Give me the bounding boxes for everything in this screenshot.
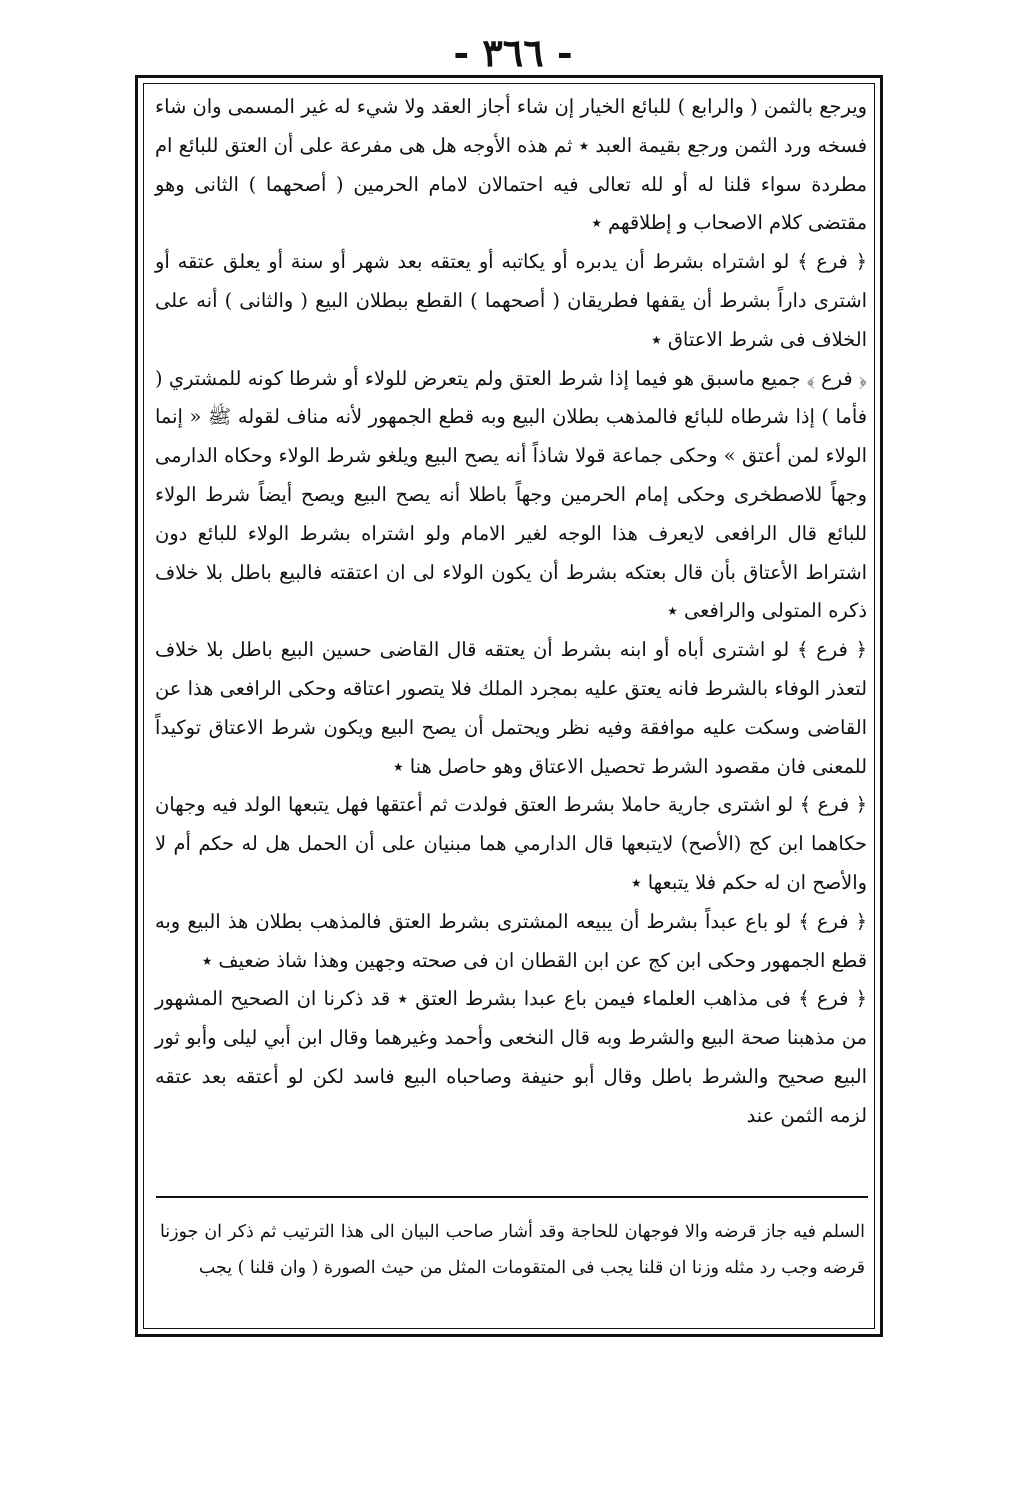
paragraph-far-1: ﴿ فرع ﴾ لو اشتراه بشرط أن يدبره أو يكاتبه أو يعتقه بعد شهر أو سنة أو يعلق عتقه أو اشترى داراً بشرط أن يقفها فطريقان ( أصحهما ) القطع ببطلان البيع ( والثانى ) أنه على الخلاف فى شرط الاعتاق ٭ bbox=[155, 250, 867, 351]
page-number: - ٣٦٦ - bbox=[453, 30, 573, 75]
paragraph-far-3: ﴿ فرع ﴾ لو اشترى أباه أو ابنه بشرط أن يعتقه قال القاضى حسين البيع باطل بلا خلاف لتعذر الوفاء بالشرط فانه يعتق عليه بمجرد الملك فلا يتصور اعتاقه وحكى الرافعى هذا عن القاضى وسكت عليه موافقة وفيه نظر ويحتمل أن يصح البيع ويكون شرط الاعتاق توكيداً للمعنى فان مقصود الشرط تحصيل الاعتاق وهو حاصل هنا ٭ bbox=[155, 638, 867, 778]
footnote-divider bbox=[156, 1196, 868, 1198]
paragraph-1: ويرجع بالثمن ( والرابع ) للبائع الخيار إن شاء أجاز العقد ولا شيء له غير المسمى وان شاء فسخه ورد الثمن ورجع بقيمة العبد ٭ ثم هذه الأوجه هل هى مفرعة على أن العتق للبائع ام مطردة سواء قلنا له أو لله تعالى فيه احتمالان لامام الحرمين ( أصحهما ) الثانى وهو مقتضى كلام الاصحاب و إطلاقهم ٭ bbox=[155, 95, 867, 235]
paragraph-far-6: ﴿ فرع ﴾ فى مذاهب العلماء فيمن باع عبدا بشرط العتق ٭ قد ذكرنا ان الصحيح المشهور من مذهبنا صحة البيع والشرط وبه قال النخعى وأحمد وغيرهما وقال ابن أبي ليلى وأبو ثور البيع صحيح والشرط باطل وقال أبو حنيفة وصاحباه البيع فاسد لكن لو أعتقه بعد عتقه لزمه الثمن عند bbox=[155, 987, 867, 1127]
footnote: السلم فيه جاز قرضه والا فوجهان للحاجة وقد أشار صاحب البيان الى هذا الترتيب ثم ذكر ان جوزنا قرضه وجب رد مثله وزنا ان قلنا يجب فى المتقومات المثل من حيث الصورة ( وان قلنا ) يجب bbox=[160, 1222, 866, 1278]
paragraph-far-2: ﴿ فرع ﴾ جميع ماسبق هو فيما إذا شرط العتق ولم يتعرض للولاء أو شرطا كونه للمشتري ( فأما ) إذا شرطاه للبائع فالمذهب بطلان البيع وبه قطع الجمهور لأنه مناف لقوله ﷺ « إنما الولاء لمن أعتق » وحكى جماعة قولا شاذاً أنه يصح البيع ويلغو شرط الولاء وحكاه الدارمى وجهاً للاصطخرى وحكى إمام الحرمين وجهاً باطلا أنه يصح البيع ويصح أيضاً شرط الولاء للبائع قال الرافعى لايعرف هذا الوجه لغير الامام ولو اشتراه بشرط الولاء للبائع دون اشتراط الأعتاق بأن قال بعتكه بشرط أن يكون الولاء لى ان اعتقته فالبيع باطل بلا خلاف ذكره المتولى والرافعى ٭ bbox=[155, 366, 867, 623]
paragraph-far-5: ﴿ فرع ﴾ لو باع عبداً بشرط أن يبيعه المشترى بشرط العتق فالمذهب بطلان هذ البيع وبه قطع الجمهور وحكى ابن كج عن ابن القطان ان فى صحته وجهين وهذا شاذ ضعيف ٭ bbox=[155, 909, 867, 972]
main-text bbox=[155, 88, 867, 1136]
paragraph-far-4: ﴿ فرع ﴾ لو اشترى جارية حاملا بشرط العتق فولدت ثم أعتقها فهل يتبعها الولد فيه وجهان حكاهما ابن كج (الأصح) لايتبعها قال الدارمي هما مبنيان على أن الحمل هل له حكم أم لا والأصح ان له حكم فلا يتبعها ٭ bbox=[155, 793, 867, 894]
